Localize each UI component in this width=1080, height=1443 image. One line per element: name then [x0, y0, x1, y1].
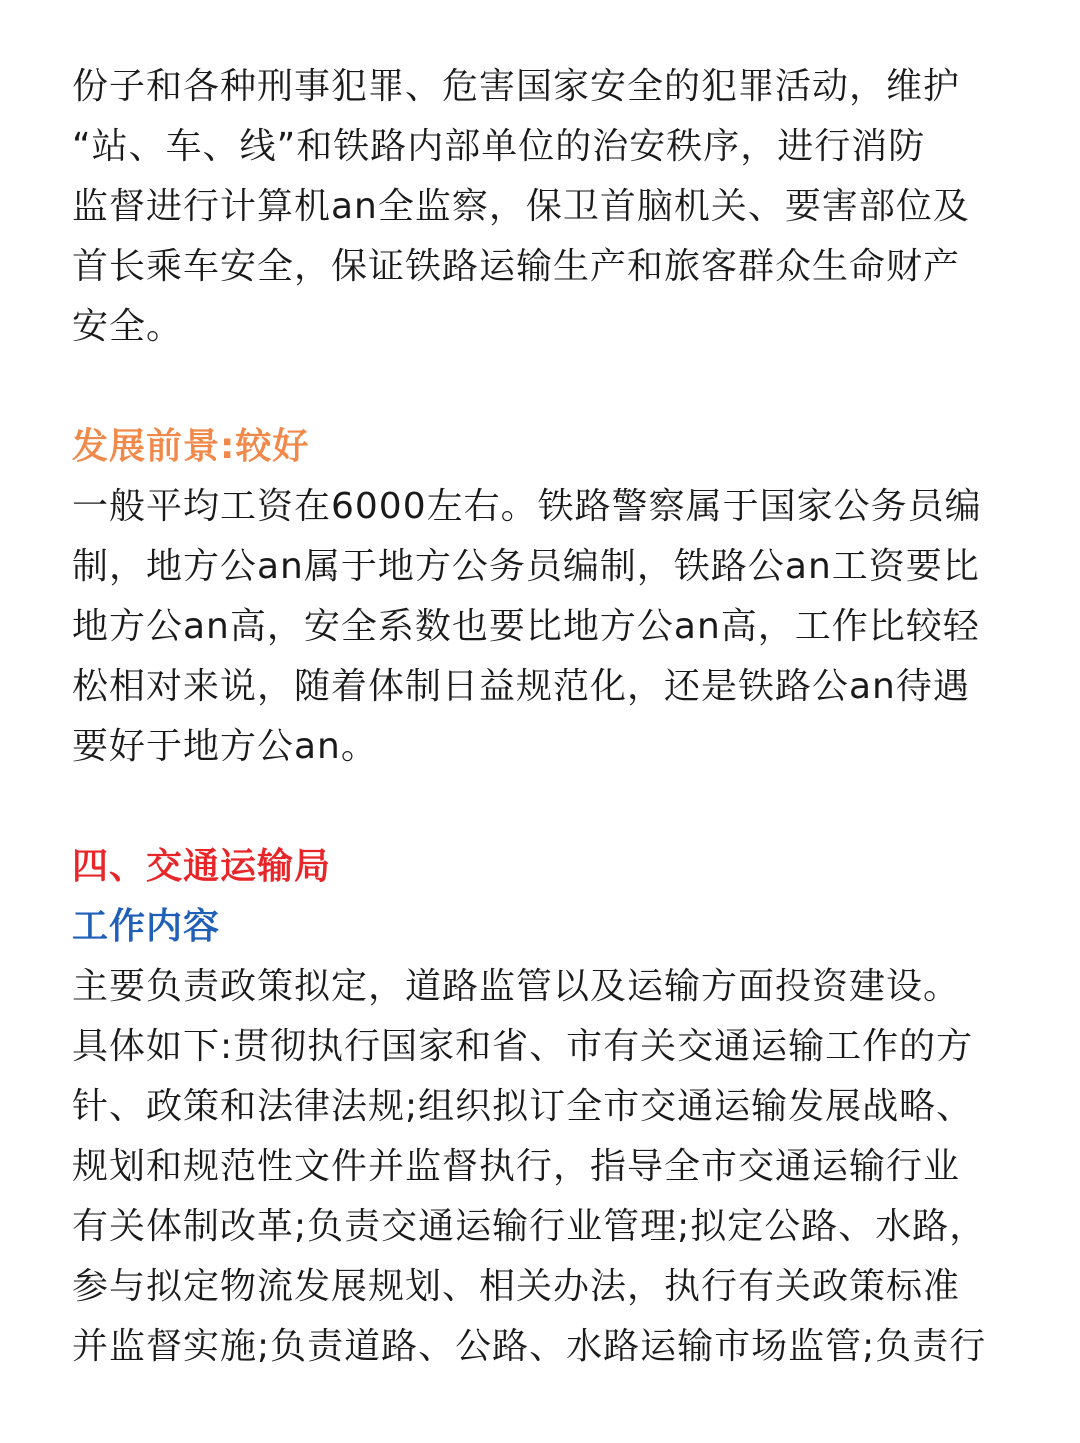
paragraph-line: 参与拟定物流发展规划、相关办法，执行有关政策标准	[72, 1266, 961, 1307]
section-transport-bureau	[72, 837, 1022, 1377]
paragraph-line: 制，地方公an属于地方公务员编制，铁路公an工资要比	[72, 546, 980, 587]
spacer	[72, 777, 1022, 837]
paragraph-line: 针、政策和法律法规;组织拟订全市交通运输发展战略、	[72, 1086, 974, 1127]
paragraph-line: 主要负责政策拟定，道路监管以及运输方面投资建设。	[72, 966, 961, 1007]
paragraph-line: 一般平均工资在6000左右。铁路警察属于国家公务员编	[72, 486, 982, 527]
paragraph-line: 并监督实施;负责道路、公路、水路运输市场监管;负责行	[72, 1326, 987, 1367]
paragraph-line: 有关体制改革;负责交通运输行业管理;拟定公路、水路，	[72, 1206, 987, 1247]
paragraph-line: 地方公an高，安全系数也要比地方公an高，工作比较轻	[72, 606, 980, 647]
paragraph-line: 安全。	[72, 306, 184, 347]
paragraph-line: 松相对来说，随着体制日益规范化，还是铁路公an待遇	[72, 666, 970, 707]
subheading-work-content: 工作内容	[72, 906, 221, 947]
paragraph-line: 要好于地方公an。	[72, 726, 378, 767]
paragraph-line: 首长乘车安全，保证铁路运输生产和旅客群众生命财产	[72, 246, 961, 287]
paragraph-line: 份子和各种刑事犯罪、危害国家安全的犯罪活动，维护	[72, 66, 961, 107]
paragraph-line: 规划和规范性文件并监督执行，指导全市交通运输行业	[72, 1146, 961, 1187]
section-prospects	[72, 417, 1022, 777]
section-railway-duties	[72, 57, 1022, 357]
section-heading-prospects: 发展前景:较好	[72, 426, 310, 467]
document-page	[72, 57, 1022, 1377]
paragraph-line: “站、车、线”和铁路内部单位的治安秩序，进行消防	[72, 126, 926, 167]
paragraph-line: 具体如下:贯彻执行国家和省、市有关交通运输工作的方	[72, 1026, 974, 1067]
section-heading-transport-bureau: 四、交通运输局	[72, 846, 332, 887]
paragraph-line: 监督进行计算机an全监察，保卫首脑机关、要害部位及	[72, 186, 970, 227]
spacer	[72, 357, 1022, 417]
